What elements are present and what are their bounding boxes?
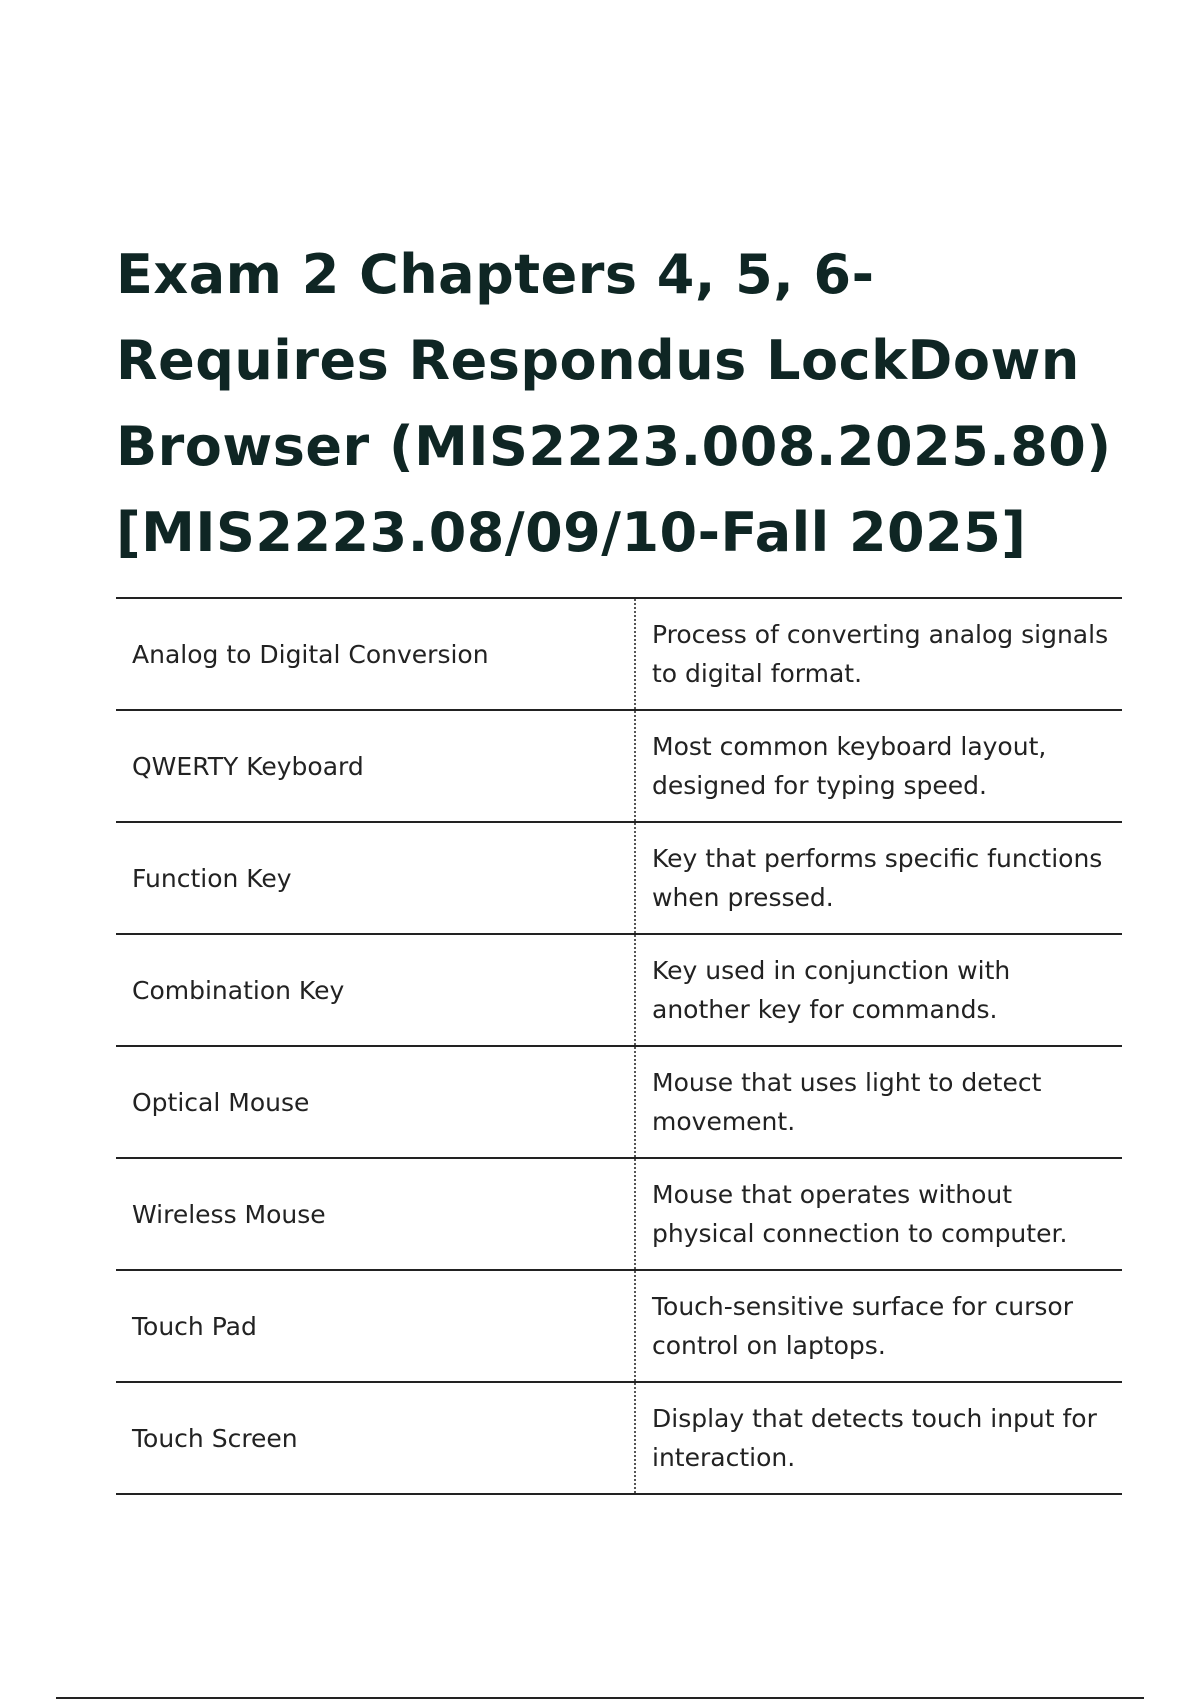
term-cell: Touch Screen	[116, 1382, 635, 1494]
definition-cell: Process of converting analog signals to digital format.	[635, 598, 1122, 710]
term-cell: QWERTY Keyboard	[116, 710, 635, 822]
table-row	[116, 822, 1122, 934]
table-row	[116, 934, 1122, 1046]
definition-cell: Display that detects touch input for interaction.	[635, 1382, 1122, 1494]
table-row	[116, 1270, 1122, 1382]
terms-table	[116, 597, 1122, 1495]
footer-divider	[56, 1697, 1144, 1699]
definition-cell: Mouse that uses light to detect movement.	[635, 1046, 1122, 1158]
term-cell: Touch Pad	[116, 1270, 635, 1382]
definition-cell: Touch-sensitive surface for cursor control on laptops.	[635, 1270, 1122, 1382]
term-cell: Wireless Mouse	[116, 1158, 635, 1270]
page-title	[116, 232, 1116, 576]
table-row	[116, 710, 1122, 822]
term-cell: Optical Mouse	[116, 1046, 635, 1158]
table-row	[116, 1046, 1122, 1158]
table-row	[116, 1382, 1122, 1494]
title-line: [MIS2223.08/09/10-Fall 2025]	[116, 501, 1027, 564]
title-line: Exam 2 Chapters 4, 5, 6-	[116, 243, 875, 306]
term-cell: Function Key	[116, 822, 635, 934]
table-row	[116, 598, 1122, 710]
definition-cell: Key that performs specific functions when pressed.	[635, 822, 1122, 934]
definition-cell: Mouse that operates without physical connection to computer.	[635, 1158, 1122, 1270]
term-cell: Analog to Digital Conversion	[116, 598, 635, 710]
term-cell: Combination Key	[116, 934, 635, 1046]
title-line: Requires Respondus LockDown	[116, 329, 1080, 392]
definition-cell: Most common keyboard layout, designed for typing speed.	[635, 710, 1122, 822]
title-line: Browser (MIS2223.008.2025.80)	[116, 415, 1112, 478]
definition-cell: Key used in conjunction with another key for commands.	[635, 934, 1122, 1046]
table-row	[116, 1158, 1122, 1270]
